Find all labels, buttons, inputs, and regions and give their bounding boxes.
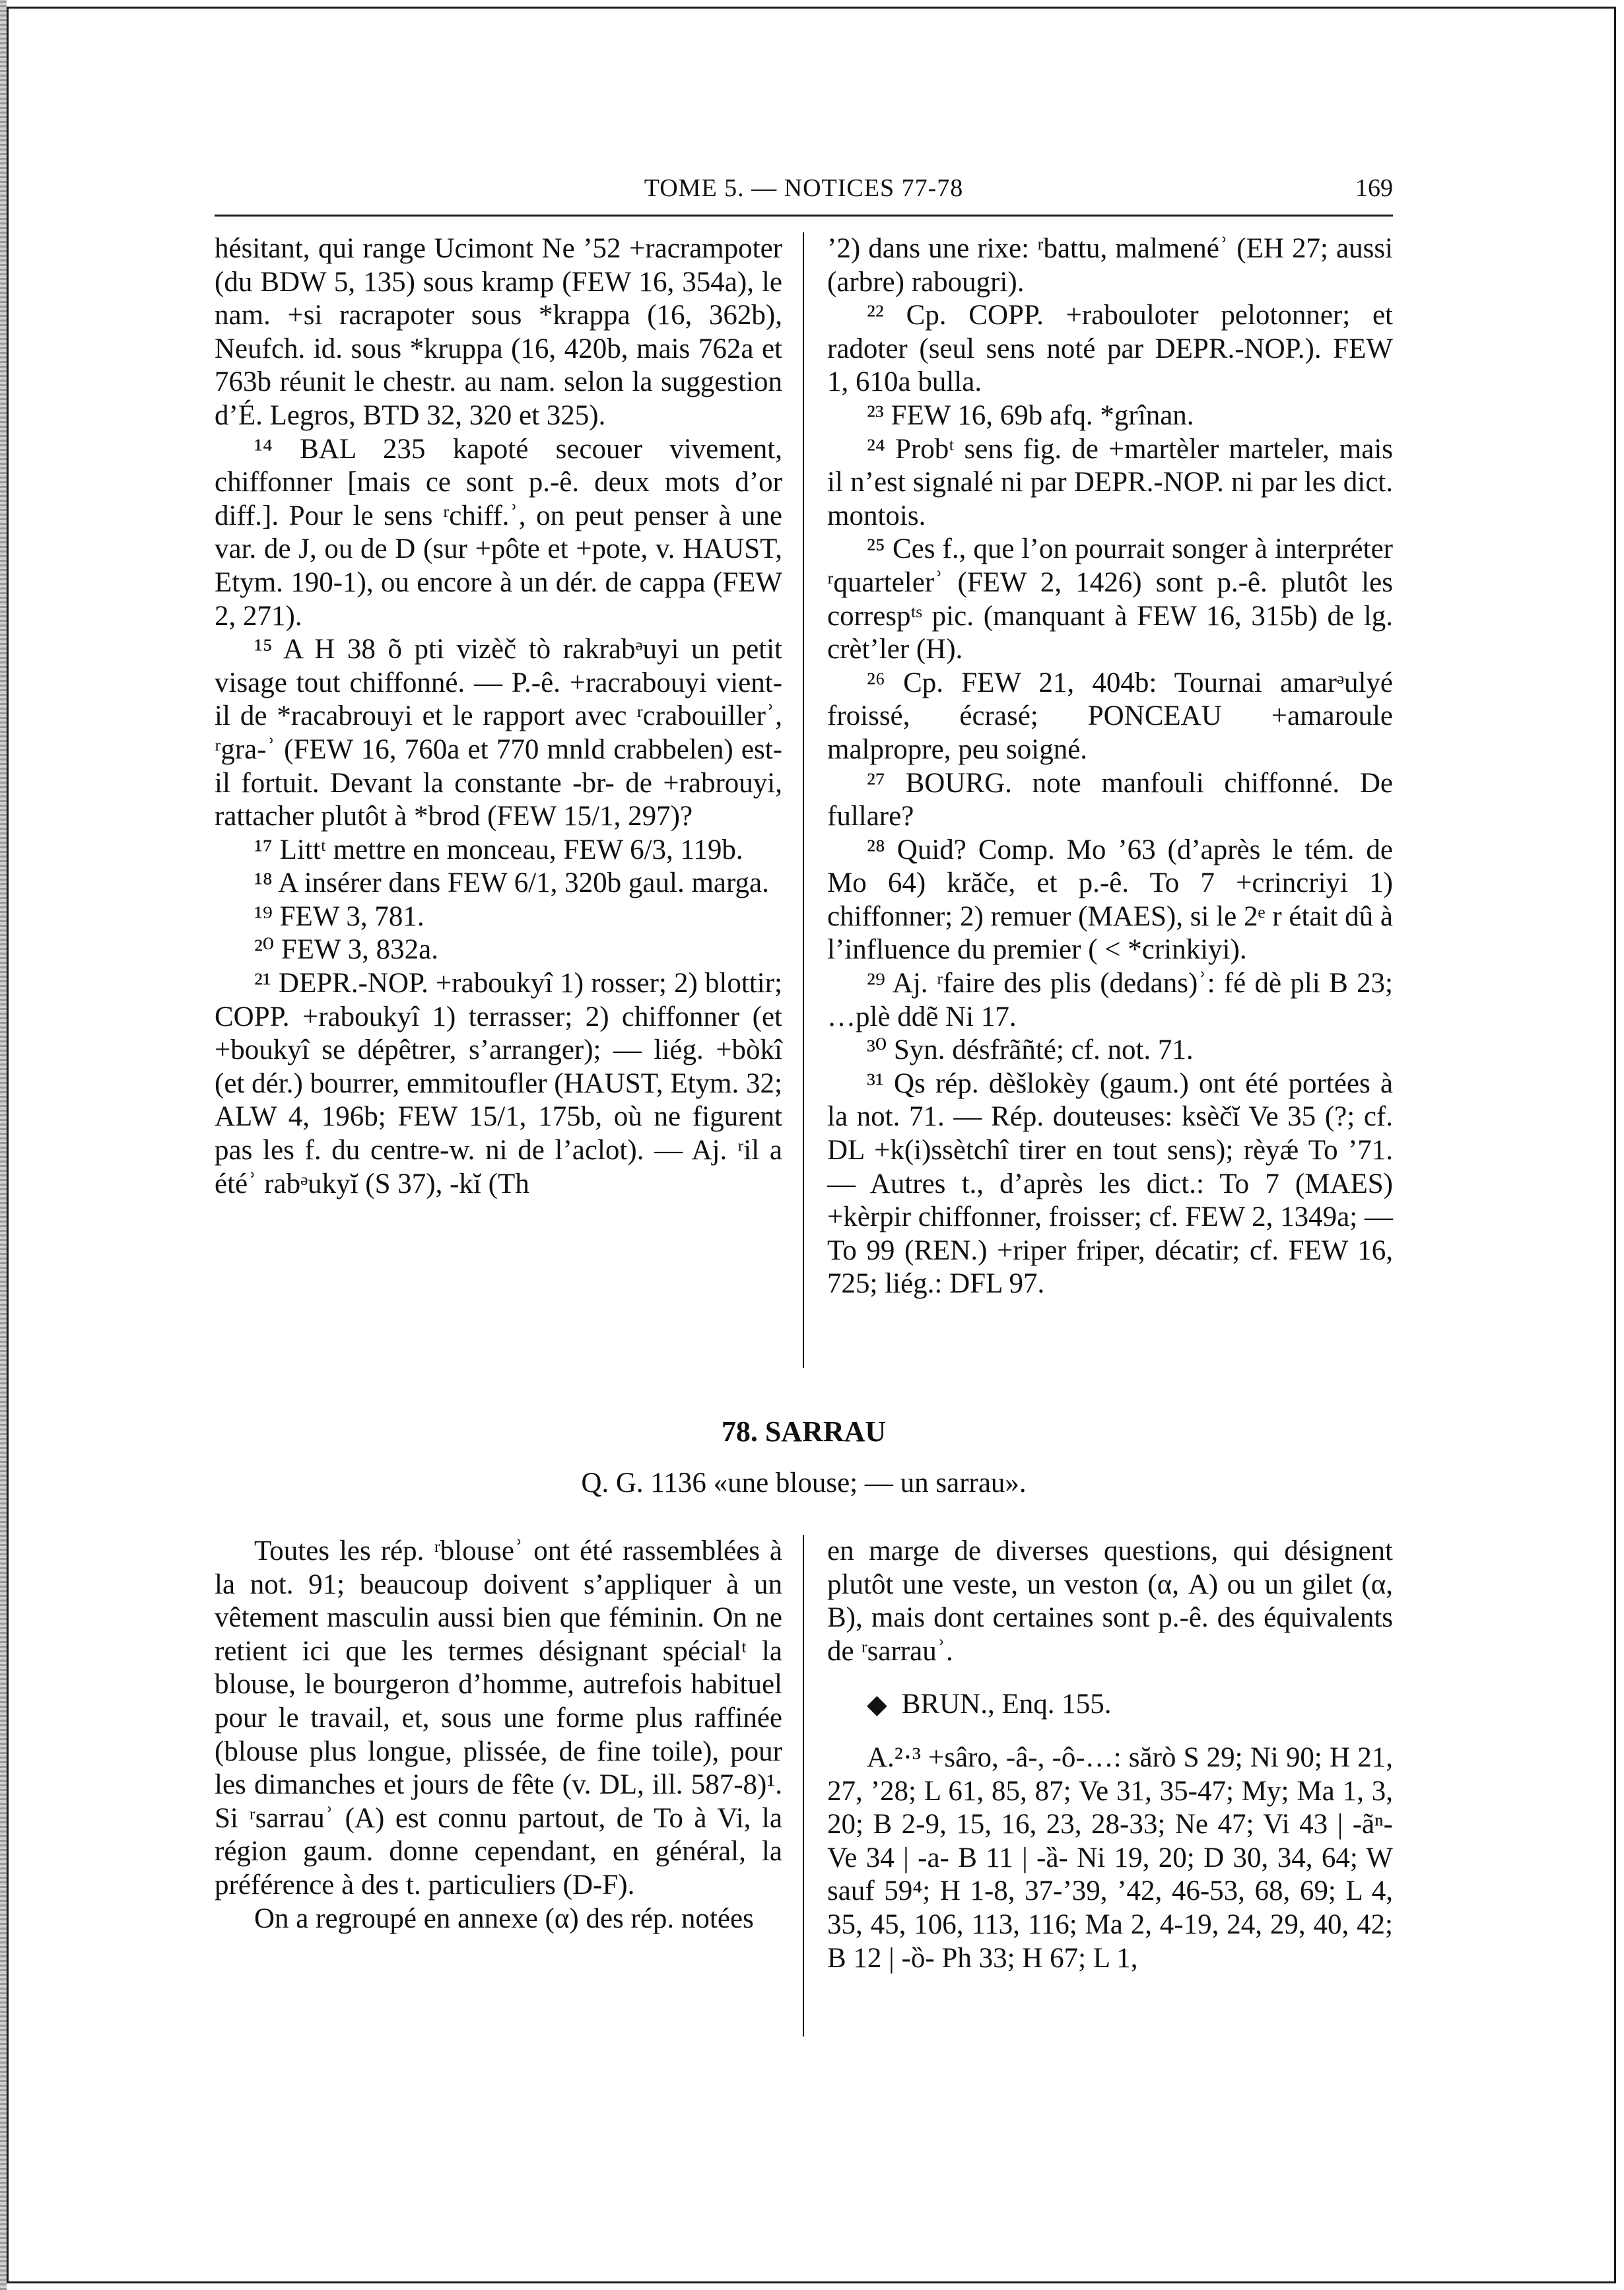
body-paragraph: en marge de diverses questions, qui désignent plutôt une veste, un veston (α, A) ou un gilet (α, B), mais dont certaines sont p.-ê. des équivalents de ʳsarrauʾ. [827, 1535, 1393, 1667]
note-19: ¹⁹ FEW 3, 781. [254, 900, 424, 932]
black-diamond-icon: ◆ [867, 1689, 887, 1720]
running-title: TOME 5. — NOTICES 77-78 [644, 174, 964, 202]
note-28: ²⁸ Quid? Comp. Mo ’63 (d’après le tém. de Mo 64) krăče, et p.-ê. To 7 +crincriyi 1) chiffonner; 2) remuer (MAES), si le 2ᵉ r était dû à l’influence du premier ( < *crinkiyi). [827, 834, 1393, 966]
note-29: ²⁹ Aj. ʳfaire des plis (dedans)ʾ: fé dè pli B 23; …plè ddẽ Ni 17. [827, 968, 1393, 1032]
note-21-continued: ’2) dans une rixe: ʳbattu, malmenéʾ (EH 27; aussi (arbre) rabougri). [827, 233, 1393, 298]
page-number: 169 [1355, 174, 1393, 202]
notes-left-column [215, 232, 782, 1201]
body-right-column [827, 1535, 1393, 1975]
note-18: ¹⁸ A insérer dans FEW 6/1, 320b gaul. marga. [254, 867, 769, 899]
section-heading: 78. SARRAU [721, 1415, 887, 1448]
question-line: Q. G. 1136 «une blouse; — un sarrau». [581, 1467, 1027, 1499]
entry-paragraph: A.²·³ +sâro, -â-, -ô-…: sărò S 29; Ni 90; H 21, 27, ’28; L 61, 85, 87; Ve 31, 35-47; My; Ma 1, 3, 20; B 2-9, 15, 16, 23, 28-33; Ne 47; Vi 43 | -ãⁿ- Ve 34 | -a- B 11 | -ȁ- Ni 19, 20; D 30, 34, 64; W sauf 59⁴; H 1-8, 37-’39, ’42, 46-53, 68, 69; L 4, 35, 45, 106, 113, 116; Ma 2, 4-19, 24, 29, 40, 42; B 12 | -ȍ- Ph 33; H 67; L 1, [827, 1741, 1393, 1974]
note-paragraph: hésitant, qui range Ucimont Ne ’52 +racrampoter (du BDW 5, 135) sous kramp (FEW 16, 354a), le nam. +si racrapoter sous *krappa (16, 362b), Neufch. id. sous *kruppa (16, 420b, mais 762a et 763b réunit le chestr. au nam. selon la suggestion d’É. Legros, BTD 32, 320 et 325). [215, 233, 782, 431]
note-31: ³¹ Qs rép. dèšlokèy (gaum.) ont été portées à la not. 71. — Rép. douteuses: ksèčĭ Ve 35 (?; cf. DL +k(i)ssètchî tirer en tout sens); rèyǽ To ’71. — Autres t., d’après les dict.: To 7 (MAES) +kèrpir chiffonner, froisser; cf. FEW 2, 1349a; — To 99 (REN.) +riper friper, décatir; cf. FEW 16, 725; liég.: DFL 97. [827, 1067, 1393, 1300]
column-divider [803, 1535, 804, 2037]
note-30: ³⁰ Syn. désfrãñté; cf. not. 71. [867, 1034, 1194, 1066]
body-paragraph: Toutes les rép. ʳblouseʾ ont été rassemblées à la not. 91; beaucoup doivent s’appliquer à un vêtement masculin aussi bien que féminin. On ne retient ici que les termes désignant spécialᵗ la blouse, le bourgeron d’homme, autrefois habituel pour le travail, et, sous une forme plus raffinée (blouse plus longue, plissée, de fine toile), pour les dimanches et jours de fête (v. DL, ill. 587-8)¹. Si ʳsarrauʾ (A) est connu partout, de To à Vi, la région gaum. donne cependant, en général, la préférence à des t. particuliers (D-F). [215, 1535, 782, 1901]
running-head [215, 168, 1393, 217]
note-22: ²² Cp. COPP. +rabouloter pelotonner; et radoter (seul sens noté par DEPR.-NOP.). FEW 1, 610a bulla. [827, 300, 1393, 398]
column-divider [803, 232, 804, 1368]
body-left-column [215, 1535, 782, 1936]
note-24: ²⁴ Probᵗ sens fig. de +martèler marteler, mais il n’est signalé ni par DEPR.-NOP. ni par les dict. montois. [827, 433, 1393, 531]
note-21: ²¹ DEPR.-NOP. +raboukyî 1) rosser; 2) blottir; COPP. +raboukyî 1) terrasser; 2) chiffonner (et +boukyî se dépêtrer, s’arranger); — liég. +bòkî (et dér.) bourrer, emmitoufler (HAUST, Etym. 32; ALW 4, 196b; FEW 15/1, 175b, où ne figurent pas les f. du centre-w. ni de l’aclot). — Aj. ʳil a étéʾ rabᵊukyĭ (S 37), -kĭ (Th [215, 968, 782, 1199]
note-25: ²⁵ Ces f., que l’on pourrait songer à interpréter ʳquartelerʾ (FEW 2, 1426) sont p.-ê. plutôt les correspᵗˢ pic. (manquant à FEW 16, 315b) de lg. crèt’ler (H). [827, 533, 1393, 665]
note-27: ²⁷ BOURG. note manfouli chiffonné. De fullare? [827, 767, 1393, 832]
notes-right-column [827, 232, 1393, 1301]
body-paragraph: On a regroupé en annexe (α) des rép. notées [254, 1903, 754, 1934]
source-line [827, 1688, 1393, 1722]
note-15: ¹⁵ A H 38 õ pti vizèč tò rakrabᵊuyi un petit visage tout chiffonné. — P.-ê. +racrabouyi vient-il de *racabrouyi et le rapport avec ʳcrabouillerʾ, ʳgra-ʾ (FEW 16, 760a et 770 mnld crabbelen) est-il fortuit. Devant la constante -br- de +rabrouyi, rattacher plutôt à *brod (FEW 15/1, 297)? [215, 634, 782, 832]
scan-edge [0, 0, 7, 2290]
note-23: ²³ FEW 16, 69b afq. *grînan. [867, 399, 1194, 431]
source-text: BRUN., Enq. 155. [901, 1689, 1112, 1720]
note-20: ²⁰ FEW 3, 832a. [254, 934, 438, 966]
note-17: ¹⁷ Littᵗ mettre en monceau, FEW 6/3, 119b. [254, 834, 743, 865]
note-14: ¹⁴ BAL 235 kapoté secouer vivement, chiffonner [mais ce sont p.-ê. deux mots d’or diff.]. Pour le sens ʳchiff.ʾ, on peut penser à une var. de J, ou de D (sur +pôte et +pote, v. HAUST, Etym. 190-1), ou encore à un dér. de cappa (FEW 2, 271). [215, 433, 782, 632]
note-26: ²⁶ Cp. FEW 21, 404b: Tournai amarᵊulyé froissé, écrasé; PONCEAU +amaroule malpropre, peu soigné. [827, 667, 1393, 765]
